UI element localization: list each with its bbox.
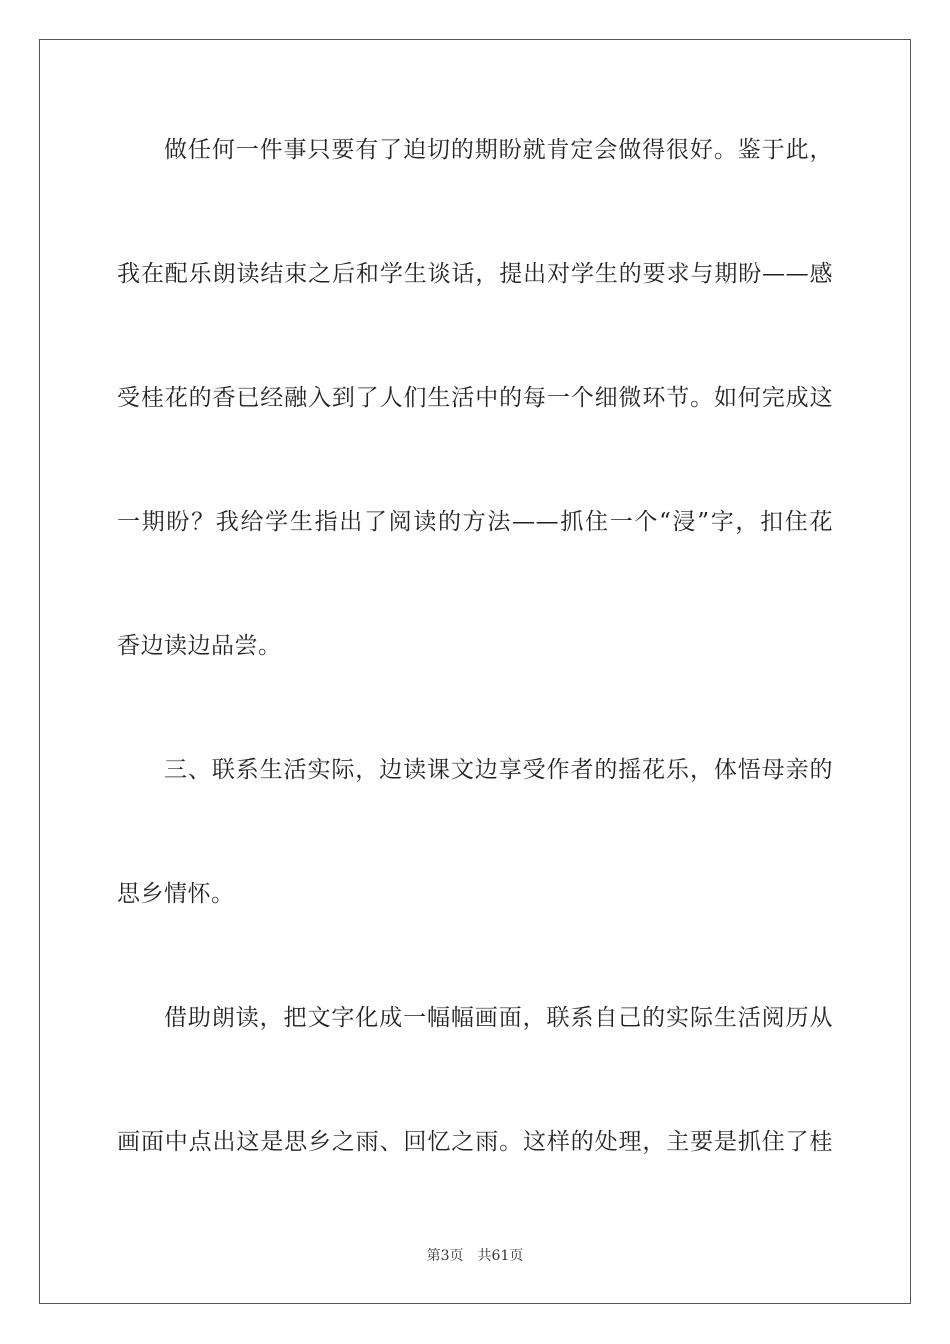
paragraph-line-9: 画面中点出这是思乡之雨、回忆之雨。这样的处理，主要是抓住了桂 — [117, 1129, 833, 1155]
page-border — [39, 39, 911, 1304]
page-number: 第3页 — [426, 1248, 464, 1264]
page-footer — [0, 1246, 950, 1266]
paragraph-line-3: 受桂花的香已经融入到了人们生活中的每一个细微环节。如何完成这 — [117, 385, 833, 411]
paragraph-line-5: 香边读边品尝。 — [117, 633, 282, 659]
paragraph-line-7: 思乡情怀。 — [117, 881, 235, 907]
paragraph-line-8: 借助朗读，把文字化成一幅幅画面，联系自己的实际生活阅历从 — [164, 1005, 833, 1031]
paragraph-line-4: 一期盼？我给学生指出了阅读的方法——抓住一个“浸”字，扣住花 — [117, 509, 833, 535]
paragraph-line-1: 做任何一件事只要有了迫切的期盼就肯定会做得很好。鉴于此， — [164, 137, 833, 163]
paragraph-line-2: 我在配乐朗读结束之后和学生谈话，提出对学生的要求与期盼——感 — [117, 261, 833, 287]
page-total: 共61页 — [477, 1248, 524, 1264]
paragraph-line-6: 三、联系生活实际，边读课文边享受作者的摇花乐，体悟母亲的 — [164, 757, 833, 783]
